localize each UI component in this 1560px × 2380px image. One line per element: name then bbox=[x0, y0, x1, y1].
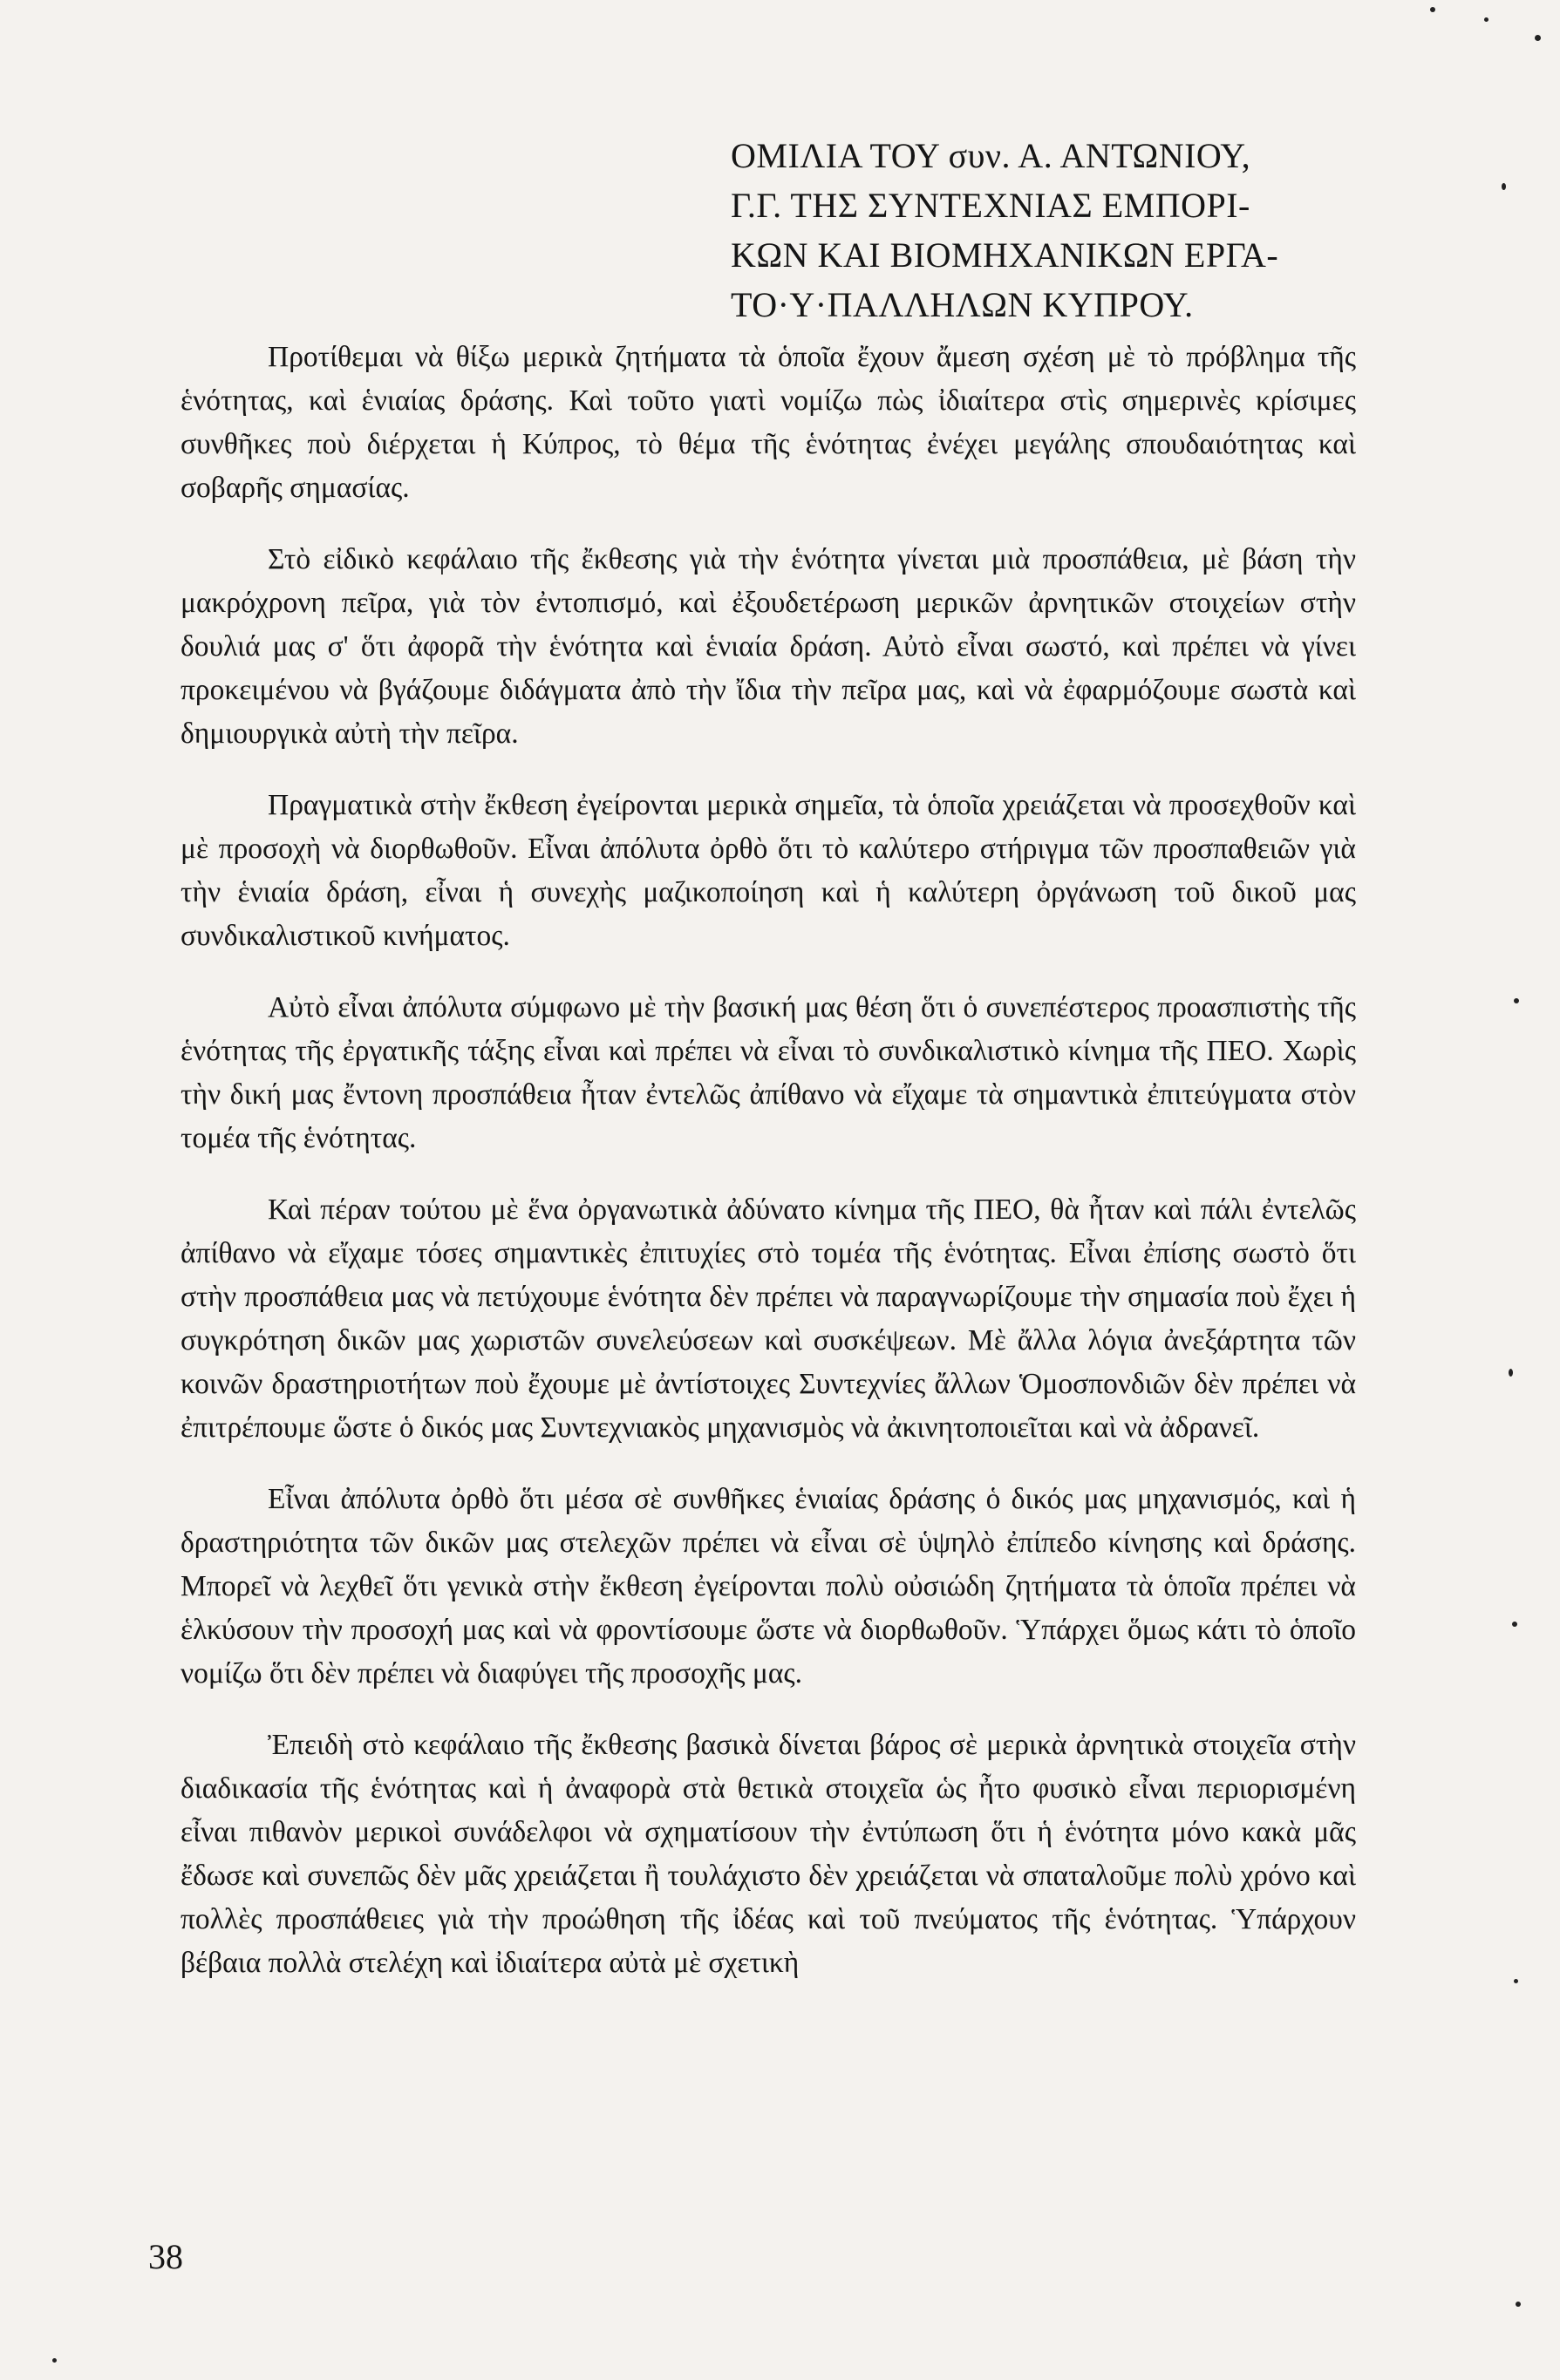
paragraph: Καὶ πέραν τούτου μὲ ἕνα ὀργανωτικὰ ἀδύνατο κίνημα τῆς ΠΕΟ, θὰ ἦταν καὶ πάλι ἐντελῶς ἀπίθανο νὰ εἴχαμε τόσες σημαντικὲς ἐπιτυχίες στὸ τομέα τῆς ἑνότητας. Εἶναι ἐπίσης σωστὸ ὅτι στὴν προσπάθεια μας νὰ πετύχουμε ἑνότητα δὲν πρέπει νὰ παραγνωρίζουμε τὴν σημασία ποὺ ἔχει ἡ συγκρότηση δικῶν μας χωριστῶν συνελεύσεων καὶ συσκέψεων. Μὲ ἄλλα λόγια ἀνεξάρτητα τῶν κοινῶν δραστηριοτήτων ποὺ ἔχουμε μὲ ἀντίστοιχες Συντεχνίες ἄλλων Ὁμοσπονδιῶν δὲν πρέπει νὰ ἐπιτρέπουμε ὥστε ὁ δικός μας Συντεχνιακὸς μηχανισμὸς νὰ ἀκινητοποιεῖται καὶ νὰ ἀδρανεῖ. bbox=[181, 1193, 1356, 1444]
scan-speck bbox=[1514, 1979, 1518, 1983]
scan-speck bbox=[1512, 1622, 1517, 1627]
paragraph: Προτίθεμαι νὰ θίξω μερικὰ ζητήματα τὰ ὁποῖα ἔχουν ἄμεση σχέση μὲ τὸ πρόβλημα τῆς ἑνότητας, καὶ ἑνιαίας δράσης. Καὶ τοῦτο γιατὶ νομίζω πὼς ἰδιαίτερα στὶς σημερινὲς κρίσιμες συνθῆκες ποὺ διέρχεται ἡ Κύπρος, τὸ θέμα τῆς ἑνότητας ἐνέχει μεγάλης σπουδαιότητας καὶ σοβαρῆς σημασίας. bbox=[181, 341, 1356, 504]
paragraph: Ἐπειδὴ στὸ κεφάλαιο τῆς ἔκθεσης βασικὰ δίνεται βάρος σὲ μερικὰ ἀρνητικὰ στοιχεῖα στὴν διαδικασία τῆς ἑνότητας καὶ ἡ ἀναφορὰ στὰ θετικὰ στοιχεῖα ὡς ἦτο φυσικὸ εἶναι περιορισμένη εἶναι πιθανὸν μερικοὶ συνάδελφοι νὰ σχηματίσουν τὴν ἐντύπωση ὅτι ἡ ἑνότητα μόνο κακὰ μᾶς ἔδωσε καὶ συνεπῶς δὲν μᾶς χρειάζεται ἢ τουλάχιστο δὲν χρειάζεται νὰ σπαταλοῦμε πολὺ χρόνο καὶ πολλὲς προσπάθειες γιὰ τὴν προώθηση τῆς ἰδέας καὶ τοῦ πνεύματος τῆς ἑνότητας. Ὑπάρχουν βέβαια πολλὰ στελέχη καὶ ἰδιαίτερα αὐτὰ μὲ σχετικὴ bbox=[181, 1729, 1356, 1979]
title-line: Γ.Γ. ΤΗΣ ΣΥΝΤΕΧΝΙΑΣ ΕΜΠΟΡΙ- bbox=[731, 186, 1250, 225]
body-text bbox=[181, 336, 1356, 2013]
paragraph: Στὸ εἰδικὸ κεφάλαιο τῆς ἔκθεσης γιὰ τὴν ἑνότητα γίνεται μιὰ προσπάθεια, μὲ βάση τὴν μακρόχρονη πεῖρα, γιὰ τὸν ἐντοπισμό, καὶ ἐξουδετέρωση μερικῶν ἀρνητικῶν στοιχείων στὴν δουλιά μας σ' ὅτι ἀφορᾶ τὴν ἑνότητα καὶ ἑνιαία δράση. Αὐτὸ εἶναι σωστό, καὶ πρέπει νὰ γίνει προκειμένου νὰ βγάζουμε διδάγματα ἀπὸ τὴν ἴδια τὴν πεῖρα μας, καὶ νὰ ἐφαρμόζουμε σωστὰ καὶ δημιουργικὰ αὐτὴ τὴν πεῖρα. bbox=[181, 543, 1356, 750]
scan-speck bbox=[1509, 1369, 1513, 1377]
paragraph: Αὐτὸ εἶναι ἀπόλυτα σύμφωνο μὲ τὴν βασική μας θέση ὅτι ὁ συνεπέστερος προασπιστὴς τῆς ἑνότητας τῆς ἐργατικῆς τάξης εἶναι καὶ πρέπει νὰ εἶναι τὸ συνδικαλιστικὸ κίνημα τῆς ΠΕΟ. Χωρὶς τὴν δική μας ἔντονη προσπάθεια ἦταν ἐντελῶς ἀπίθανο νὰ εἴχαμε τὰ σημαντικὰ ἐπιτεύγματα στὸν τομέα τῆς ἑνότητας. bbox=[181, 991, 1356, 1154]
paragraph: Πραγματικὰ στὴν ἔκθεση ἐγείρονται μερικὰ σημεῖα, τὰ ὁποῖα χρειάζεται νὰ προσεχθοῦν καὶ μὲ προσοχὴ νὰ διορθωθοῦν. Εἶναι ἀπόλυτα ὀρθὸ ὅτι τὸ καλύτερο στήριγμα τῶν προσπαθειῶν γιὰ τὴν ἑνιαία δράση, εἶναι ἡ συνεχὴς μαζικοποίηση καὶ ἡ καλύτερη ὀργάνωση τοῦ δικοῦ μας συνδικαλιστικοῦ κινήματος. bbox=[181, 789, 1356, 952]
scan-speck bbox=[1535, 35, 1541, 41]
page-number: 38 bbox=[148, 2237, 183, 2276]
title-line: ΤΟ·Υ·ΠΑΛΛΗΛΩΝ ΚΥΠΡΟΥ. bbox=[731, 285, 1194, 324]
title-line: ΟΜΙΛΙΑ ΤΟΥ συν. Α. ΑΝΤΩΝΙΟΥ, bbox=[731, 136, 1251, 175]
scan-speck bbox=[1516, 2302, 1521, 2307]
scan-speck bbox=[1502, 183, 1506, 190]
scan-speck bbox=[52, 2358, 57, 2363]
scan-speck bbox=[1514, 998, 1519, 1003]
scan-speck bbox=[1484, 17, 1488, 22]
scan-speck bbox=[1430, 7, 1435, 12]
paragraph: Εἶναι ἀπόλυτα ὀρθὸ ὅτι μέσα σὲ συνθῆκες ἑνιαίας δράσης ὁ δικός μας μηχανισμός, καὶ ἡ δραστηριότητα τῶν δικῶν μας στελεχῶν πρέπει νὰ εἶναι σὲ ὑψηλὸ ἐπίπεδο κίνησης καὶ δράσης. Μπορεῖ νὰ λεχθεῖ ὅτι γενικὰ στὴν ἔκθεση ἐγείρονται πολὺ οὐσιώδη ζητήματα τὰ ὁποῖα πρέπει νὰ ἑλκύσουν τὴν προσοχή μας καὶ νὰ φροντίσουμε ὥστε νὰ διορθωθοῦν. Ὑπάρχει ὅμως κάτι τὸ ὁποῖο νομίζω ὅτι δὲν πρέπει νὰ διαφύγει τῆς προσοχῆς μας. bbox=[181, 1483, 1356, 1690]
speech-title bbox=[731, 131, 1393, 330]
title-line: ΚΩΝ ΚΑΙ ΒΙΟΜΗΧΑΝΙΚΩΝ ΕΡΓΑ- bbox=[731, 235, 1279, 275]
